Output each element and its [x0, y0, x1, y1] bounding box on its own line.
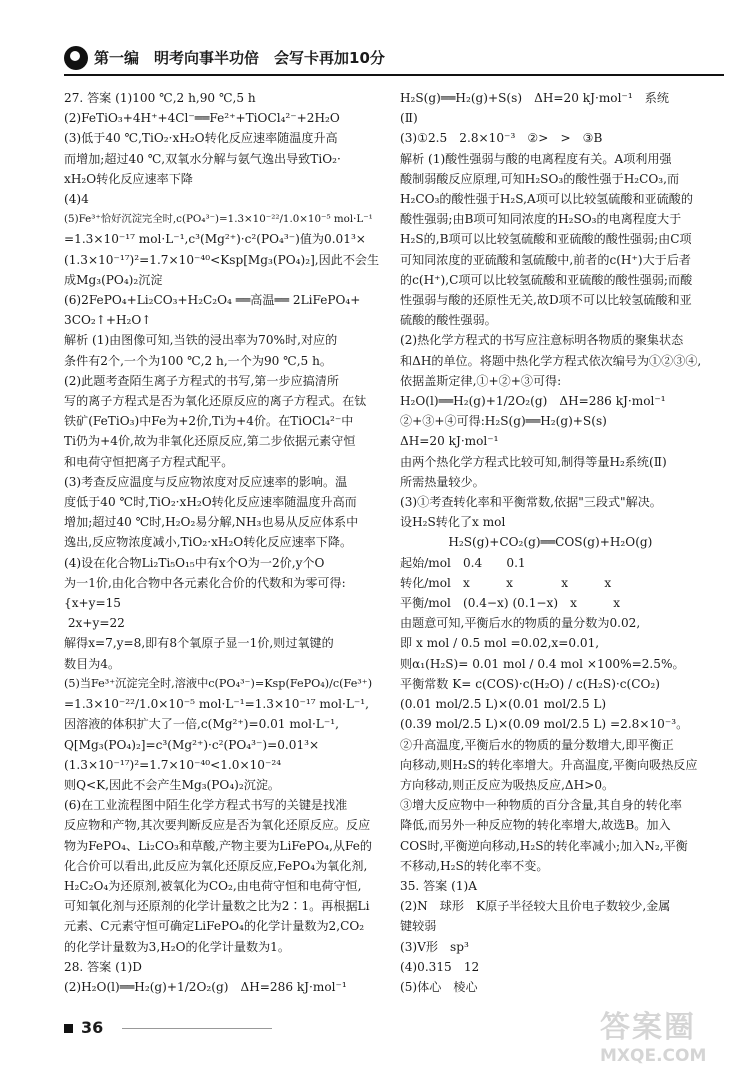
text-line: 方向移动,则正反应为吸热反应,ΔH>0。 [400, 777, 615, 792]
text-line: (2)此题考查陌生离子方程式的书写,第一步应搞清所 [64, 373, 339, 388]
text-line: 27. 答案 (1)100 ℃,2 h,90 ℃,5 h [64, 91, 256, 105]
watermark-bottom: MXQE.COM [600, 1046, 707, 1066]
text-line: 的化学计量数为3,H₂O的化学计量数为1。 [64, 939, 290, 954]
text-line: ③增大反应物中一种物质的百分含量,其自身的转化率 [400, 798, 683, 813]
text-line: H₂CO₃的酸性强于H₂S,A项可以比较氢硫酸和亚硫酸的 [400, 192, 693, 207]
square-icon [64, 1024, 73, 1033]
text-line: (Ⅱ) [400, 111, 418, 126]
text-line: (3)考查反应温度与反应物浓度对反应速率的影响。温 [64, 474, 348, 489]
text-line: 28. 答案 (1)D [64, 959, 142, 974]
text-line: Ti仍为+4价,故为非氧化还原反应,第二步依据元素守恒 [64, 434, 356, 449]
text-line: H₂S(g)+CO₂(g)══COS(g)+H₂O(g) [400, 535, 653, 550]
text-line: (3)①考查转化率和平衡常数,依据"三段式"解决。 [400, 495, 662, 510]
text-line: H₂O(l)══H₂(g)+1/2O₂(g) ΔH=286 kJ·mol⁻¹ [400, 394, 666, 409]
text-line: ②+③+④可得:H₂S(g)══H₂(g)+S(s) [400, 414, 607, 429]
text-line: =1.3×10⁻¹⁷ mol·L⁻¹,c³(Mg²⁺)·c²(PO₄³⁻)值为0.01³× [64, 232, 366, 247]
text-line: (2)FeTiO₃+4H⁺+4Cl⁻══Fe²⁺+TiOCl₄²⁻+2H₂O [64, 111, 340, 126]
text-line: 和ΔH的单位。将题中热化学方程式依次编号为①②③④, [400, 353, 702, 368]
text-line: 酸性强弱;由B项可知同浓度的H₂SO₃的电离程度大于 [400, 212, 682, 227]
text-line: (3)低于40 ℃,TiO₂·xH₂O转化反应速率随温度升高 [64, 131, 338, 146]
text-line: 降低,而另外一种反应物的转化率增大,故选B。加入 [400, 818, 671, 833]
text-line: (5)Fe³⁺恰好沉淀完全时,c(PO₄³⁻)=1.3×10⁻²²/1.0×10⁻⁵ mol·L⁻¹ [64, 213, 373, 226]
text-line: ΔH=20 kJ·mol⁻¹ [400, 434, 499, 449]
text-line: 条件有2个,一个为100 ℃,2 h,一个为90 ℃,5 h。 [64, 353, 332, 368]
text-line: 化合价可以看出,此反应为氧化还原反应,FePO₄为氧化剂, [64, 858, 368, 873]
text-line: (2)N 球形 K原子半径较大且价电子数较少,金属 [400, 899, 671, 914]
text-line: 为一1价,由化合物中各元素化合价的代数和为零可得: [64, 575, 346, 590]
text-line: 解析 (1)酸性强弱与酸的电离程度有关。A项利用强 [400, 151, 672, 166]
text-line: 键较弱 [400, 919, 437, 934]
text-line: (1.3×10⁻¹⁷)²=1.7×10⁻⁴⁰<1.0×10⁻²⁴ [64, 757, 282, 772]
page-header [64, 44, 724, 74]
text-line: 因溶液的体积扩大了一倍,c(Mg²⁺)=0.01 mol·L⁻¹, [64, 717, 339, 732]
text-line: 平衡/mol (0.4−x) (0.1−x) x x [400, 596, 621, 611]
text-line: ②升高温度,平衡后水的物质的量分数增大,即平衡正 [400, 737, 674, 752]
text-line: 则α₁(H₂S)= 0.01 mol / 0.4 mol ×100%=2.5%。 [400, 656, 685, 671]
text-line: 增加;超过40 ℃时,H₂O₂易分解,NH₃也易从反应体系中 [64, 515, 359, 530]
text-line: 解得x=7,y=8,即有8个氧原子显一1价,则过氧键的 [64, 636, 334, 651]
text-line: (3)V形 sp³ [400, 939, 469, 954]
text-line: 反应物和产物,其次要判断反应是否为氧化还原反应。反应 [64, 818, 371, 833]
text-line: (5)体心 棱心 [400, 979, 478, 994]
text-line: (5)当Fe³⁺沉淀完全时,溶液中c(PO₄³⁻)=Ksp(FePO₄)/c(Fe³⁺) [64, 676, 373, 690]
text-line: 而增加;超过40 ℃,双氧水分解与氨气逸出导致TiO₂· [64, 151, 341, 166]
header-rule [64, 74, 724, 76]
logo-icon [64, 46, 88, 70]
text-line: (4)0.315 12 [400, 959, 480, 974]
text-line: (3)①2.5 2.8×10⁻³ ②> > ③B [400, 131, 603, 146]
text-line: (4)4 [64, 192, 89, 207]
header-title: 第一编 明考向事半功倍 会写卡再加10分 [94, 49, 385, 67]
text-line: 逸出,反应物浓度减小,TiO₂·xH₂O转化反应速率下降。 [64, 535, 353, 550]
text-line: 平衡常数 K= c(COS)·c(H₂O) / c(H₂S)·c(CO₂) [400, 676, 660, 691]
text-line: 所需热量较少。 [400, 474, 485, 489]
text-line: 即 x mol / 0.5 mol =0.02,x=0.01, [400, 636, 600, 651]
right-column [400, 88, 722, 997]
text-line: COS时,平衡逆向移动,H₂S的转化率减小;加入N₂,平衡 [400, 838, 688, 853]
text-line: xH₂O转化反应速率下降 [64, 171, 193, 186]
text-line: 解析 (1)由图像可知,当铁的浸出率为70%时,对应的 [64, 333, 338, 348]
text-line: 转化/mol x x x x [400, 575, 612, 590]
text-line: 3CO₂↑+H₂O↑ [64, 313, 152, 328]
text-line: 和电荷守恒把离子方程式配平。 [64, 454, 234, 469]
text-line: 的c(H⁺),C项可以比较氢硫酸和亚硫酸的酸性强弱;而酸 [400, 272, 693, 287]
text-line: 则Q<K,因此不会产生Mg₃(PO₄)₂沉淀。 [64, 777, 281, 792]
text-line: (2)热化学方程式的书写应注意标明各物质的聚集状态 [400, 333, 684, 348]
text-line: 铁矿(FeTiO₃)中Fe为+2价,Ti为+4价。在TiOCl₄²⁻中 [64, 414, 354, 429]
text-line: 2x+y=22 [64, 616, 125, 631]
text-line: 起始/mol 0.4 0.1 [400, 555, 526, 570]
text-line: H₂C₂O₄为还原剂,被氧化为CO₂,由电荷守恒和电荷守恒, [64, 878, 362, 893]
text-line: 度低于40 ℃时,TiO₂·xH₂O转化反应速率随温度升高而 [64, 495, 357, 510]
text-line: 可知氧化剂与还原剂的化学计量数之比为2∶1。再根据Li [64, 899, 370, 914]
text-line: 写的离子方程式是否为氧化还原反应的离子方程式。在钛 [64, 394, 367, 409]
text-line: 酸制弱酸反应原理,可知H₂SO₃的酸性强于H₂CO₃,而 [400, 171, 680, 186]
text-line: H₂S(g)══H₂(g)+S(s) ΔH=20 kJ·mol⁻¹ 系统 [400, 91, 669, 105]
text-line: 依据盖斯定律,①+②+③可得: [400, 373, 562, 388]
text-line: 性强弱与酸的还原性无关,故D项不可以比较氢硫酸和亚 [400, 293, 692, 308]
watermark-top: 答案圈 [600, 1010, 696, 1045]
text-line: (4)设在化合物Li₂Ti₅O₁₅中有x个O为一2价,y个O [64, 555, 325, 570]
text-line: (0.01 mol/2.5 L)×(0.01 mol/2.5 L) [400, 697, 607, 712]
text-line: (6)2FePO₄+Li₂CO₃+H₂C₂O₄ ══高温══ 2LiFePO₄+ [64, 293, 361, 308]
left-column [64, 88, 380, 997]
text-line: 不移动,H₂S的转化率不变。 [400, 858, 549, 873]
text-line: Q[Mg₃(PO₄)₂]=c³(Mg²⁺)·c²(PO₄³⁻)=0.01³× [64, 737, 320, 752]
text-line: H₂S的,B项可以比较氢硫酸和亚硫酸的酸性强弱;由C项 [400, 232, 692, 247]
text-line: 物为FePO₄、Li₂CO₃和草酸,产物主要为LiFePO₄,从Fe的 [64, 838, 373, 853]
text-line: (2)H₂O(l)══H₂(g)+1/2O₂(g) ΔH=286 kJ·mol⁻¹ [64, 979, 347, 994]
page-footer [64, 1018, 103, 1037]
text-line: 35. 答案 (1)A [400, 878, 477, 893]
text-line: (6)在工业流程图中陌生化学方程式书写的关键是找准 [64, 798, 348, 813]
text-line: =1.3×10⁻²²/1.0×10⁻⁵ mol·L⁻¹=1.3×10⁻¹⁷ mol·L⁻¹, [64, 697, 369, 712]
text-line: 硫酸的酸性强弱。 [400, 313, 497, 328]
text-line: 设H₂S转化了x mol [400, 515, 506, 530]
text-line: (0.39 mol/2.5 L)×(0.09 mol/2.5 L) =2.8×10⁻³。 [400, 717, 689, 732]
footer-rule [122, 1028, 272, 1029]
text-line: 可知同浓度的亚硫酸和氢硫酸中,前者的c(H⁺)大于后者 [400, 252, 691, 267]
text-line: 成Mg₃(PO₄)₂沉淀 [64, 272, 163, 287]
text-line: 由两个热化学方程式比较可知,制得等量H₂系统(Ⅱ) [400, 454, 667, 469]
page-number: 36 [81, 1018, 104, 1037]
text-line: {x+y=15 [64, 596, 122, 611]
text-line: 由题意可知,平衡后水的物质的量分数为0.02, [400, 616, 641, 631]
watermark [600, 1002, 730, 1066]
text-line: 数目为4。 [64, 656, 121, 671]
text-line: (1.3×10⁻¹⁷)²=1.7×10⁻⁴⁰<Ksp[Mg₃(PO₄)₂],因此不会生 [64, 252, 380, 267]
text-line: 向移动,则H₂S的转化率增大。升高温度,平衡向吸热反应 [400, 757, 698, 772]
text-line: 元素、C元素守恒可确定LiFePO₄的化学计量数为2,CO₂ [64, 919, 365, 934]
